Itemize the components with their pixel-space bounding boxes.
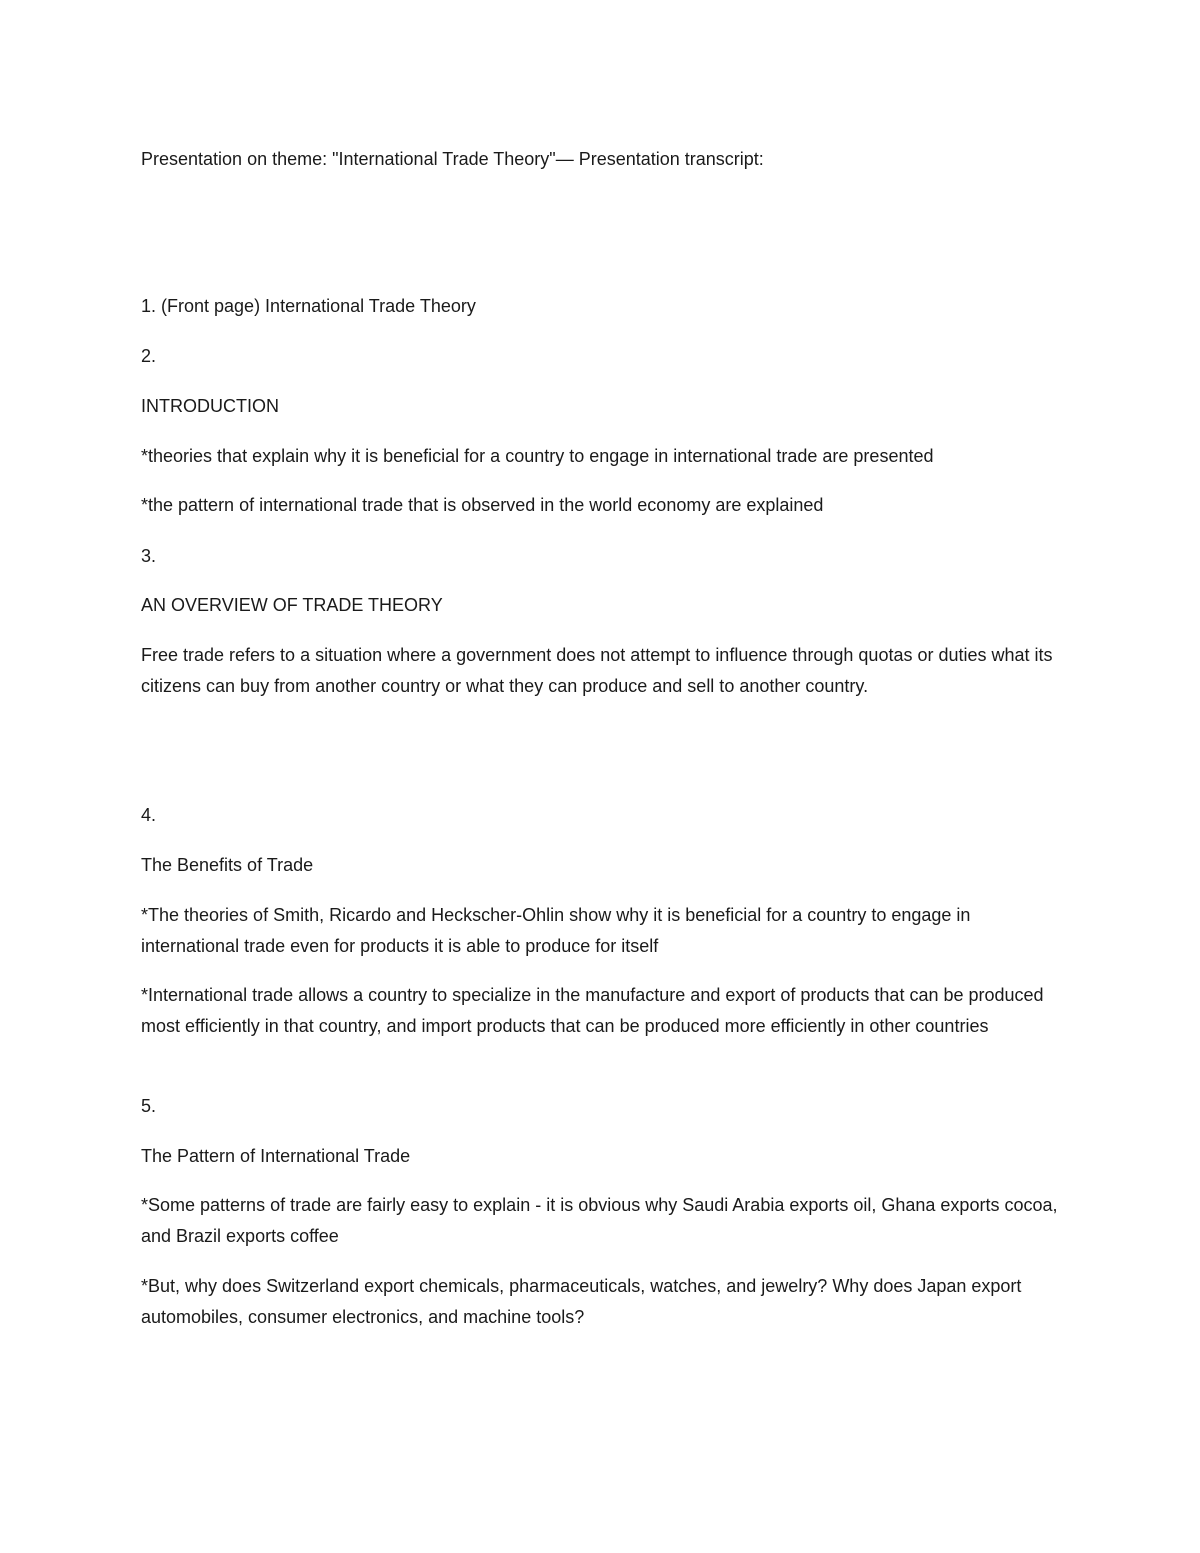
slide-4-point-1: *The theories of Smith, Ricardo and Heckscher-Ohlin show why it is beneficial for a country to engage in international trade even for products it is able to produce for itself (141, 905, 971, 956)
document-header: Presentation on theme: "International Trade Theory"— Presentation transcript: (141, 149, 764, 169)
slide-2-point-1: *theories that explain why it is beneficial for a country to engage in international trade are presented (141, 446, 934, 466)
slide-5-point-2: *But, why does Switzerland export chemicals, pharmaceuticals, watches, and jewelry? Why does Japan export automobiles, consumer electronics, and machine tools? (141, 1276, 1022, 1327)
slide-5-number: 5. (141, 1096, 157, 1116)
slide-3-number: 3. (141, 546, 157, 566)
slide-5-heading: The Pattern of International Trade (141, 1146, 411, 1166)
slide-4-point-2: *International trade allows a country to specialize in the manufacture and export of products that can be produced most efficiently in that country, and import products that can be produced more efficiently in other countries (141, 985, 1044, 1036)
slide-1-title: 1. (Front page) International Trade Theory (141, 296, 476, 316)
slide-3-heading: AN OVERVIEW OF TRADE THEORY (141, 595, 443, 615)
slide-2-number: 2. (141, 346, 157, 366)
slide-2-heading: INTRODUCTION (141, 396, 279, 416)
slide-4-number: 4. (141, 805, 157, 825)
slide-2-point-2: *the pattern of international trade that is observed in the world economy are explained (141, 495, 824, 515)
slide-4-heading: The Benefits of Trade (141, 855, 314, 875)
slide-3-paragraph: Free trade refers to a situation where a government does not attempt to influence through quotas or duties what its citizens can buy from another country or what they can produce and sell to another country. (141, 645, 1053, 696)
slide-5-point-1: *Some patterns of trade are fairly easy to explain - it is obvious why Saudi Arabia exports oil, Ghana exports cocoa, and Brazil exports coffee (141, 1195, 1058, 1246)
